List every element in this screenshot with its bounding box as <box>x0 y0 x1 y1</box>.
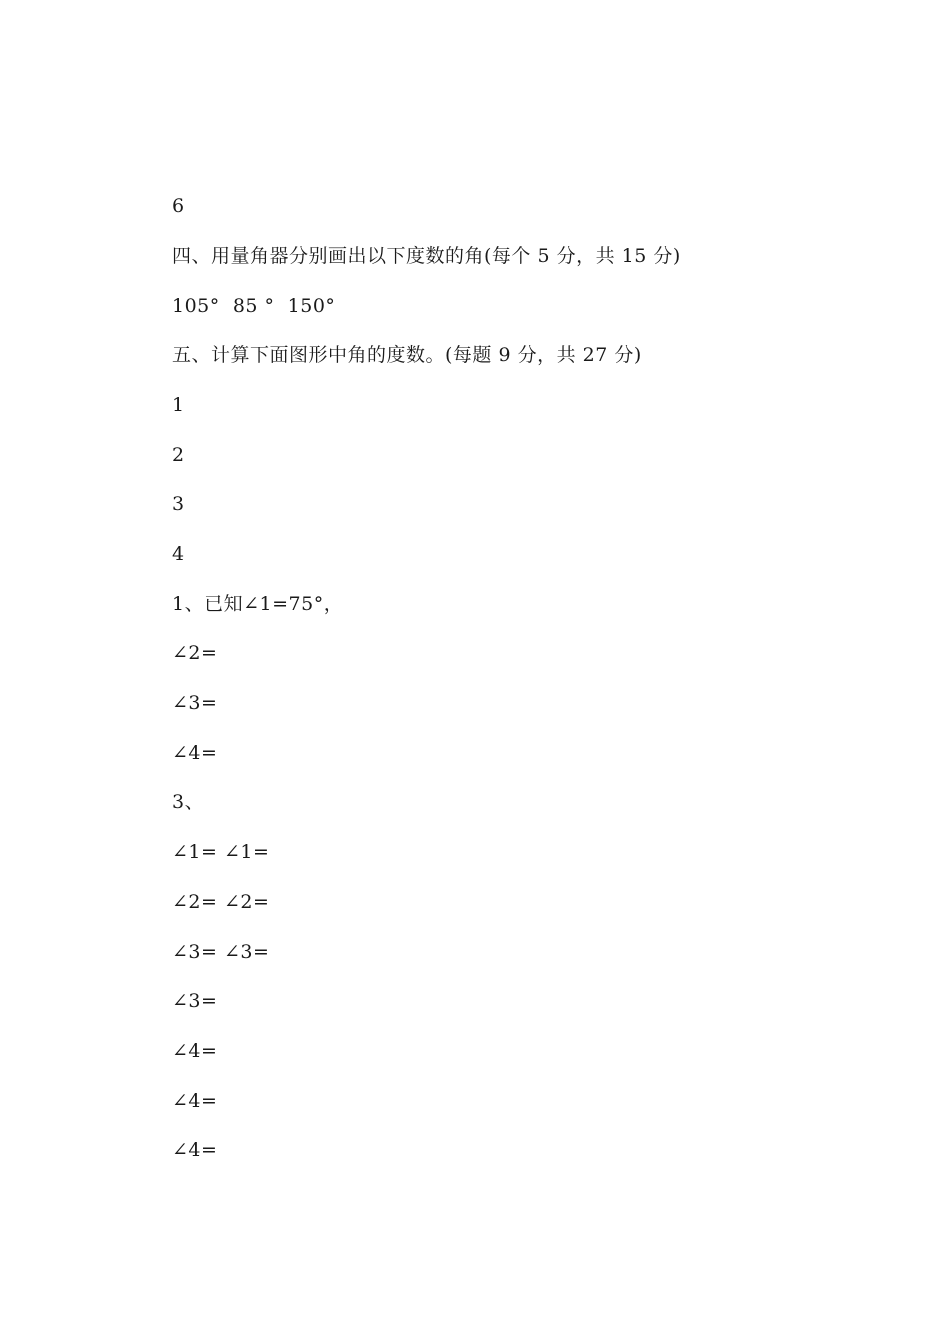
answer-line: ∠4= <box>172 1139 218 1161</box>
answer-line: ∠2= <box>172 642 218 664</box>
question-3-label: 3、 <box>172 791 205 813</box>
section-five-heading: 五、计算下面图形中角的度数。(每题 9 分，共 27 分) <box>172 344 642 366</box>
answer-line: ∠1= ∠1= <box>172 841 270 863</box>
answer-line: ∠3= <box>172 990 218 1012</box>
page-number-fragment: 6 <box>172 195 185 217</box>
answer-line: ∠4= <box>172 1040 218 1062</box>
figure-label-1: 1 <box>172 394 185 416</box>
section-four-heading: 四、用量角器分别画出以下度数的角(每个 5 分，共 15 分) <box>172 245 681 267</box>
question-1-given: 1、已知∠1=75°， <box>172 593 344 615</box>
answer-line: ∠4= <box>172 1090 218 1112</box>
answer-line: ∠4= <box>172 742 218 764</box>
answer-line: ∠3= ∠3= <box>172 941 270 963</box>
figure-label-4: 4 <box>172 543 185 565</box>
answer-line: ∠2= ∠2= <box>172 891 270 913</box>
figure-label-3: 3 <box>172 493 185 515</box>
angle-degrees-list: 105° 85 ° 150° <box>172 295 336 317</box>
figure-label-2: 2 <box>172 444 185 466</box>
answer-line: ∠3= <box>172 692 218 714</box>
